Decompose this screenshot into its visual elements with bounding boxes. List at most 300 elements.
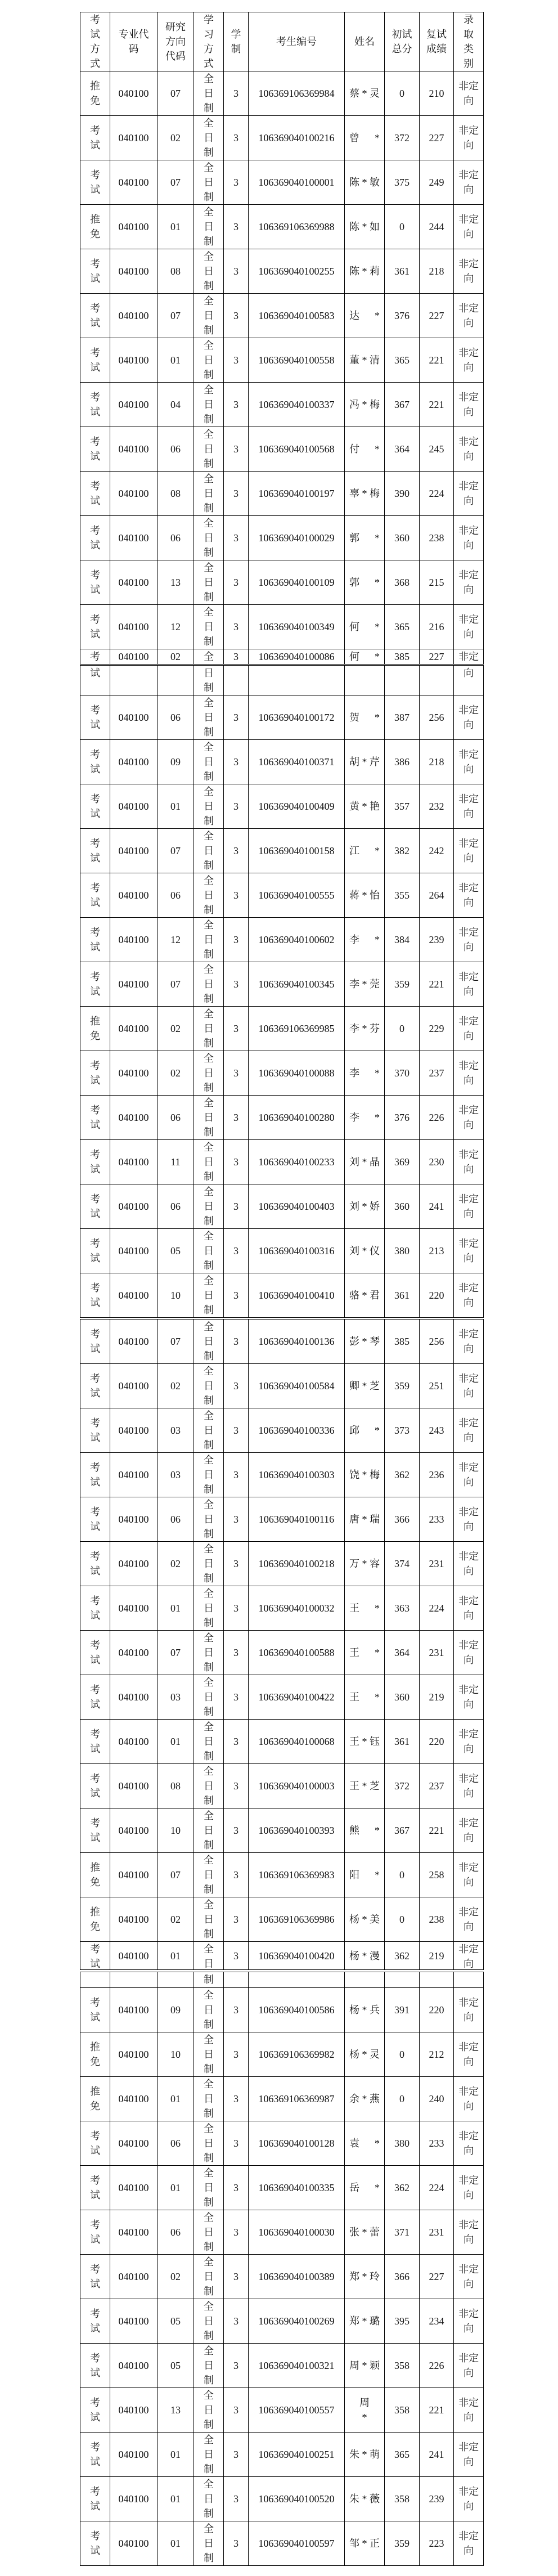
prelim-score-cell [385,1273,420,1318]
name-cell [345,1720,385,1764]
table-row [80,784,484,829]
major-code-cell [110,1720,158,1764]
retest-score-cell [420,1007,454,1051]
major-code-cell [110,2388,158,2433]
retest-score-text: 238 [429,1914,444,1925]
duration-text: 3 [233,1156,238,1168]
direction-code-text: 10 [170,1825,181,1836]
candidate-id-cell [249,1140,345,1184]
exam-mode-text: 考试 [90,2397,100,2423]
exam-mode-text: 考试 [90,303,100,329]
admission-type-cell [454,560,484,605]
direction-code-text: 07 [170,1336,181,1347]
study-mode-cell [194,666,224,695]
name-cell [345,2255,385,2299]
major-code-cell [110,1184,158,1229]
study-mode-cell [194,2032,224,2077]
duration-text: 3 [233,2182,238,2193]
duration-text: 3 [233,354,238,366]
candidate-id-text: 106369040100371 [258,756,335,768]
name-text: 周 * [359,2397,370,2423]
retest-score-text: 241 [429,1201,444,1212]
retest-score-text: 237 [429,1067,444,1079]
duration-text: 3 [233,1201,238,1212]
name-cell [345,1184,385,1229]
name-text: 卿*芝 [349,1380,380,1392]
admission-type-text: 非定向 [458,1417,479,1443]
major-code-text: 040100 [118,1603,149,1614]
admission-type-text: 非定向 [458,125,479,151]
major-code-cell [110,2077,158,2121]
retest-score-text: 220 [429,1736,444,1747]
major-code-cell [110,427,158,472]
duration-cell [224,1273,249,1318]
duration-cell [224,1897,249,1942]
name-cell [345,1140,385,1184]
direction-code-cell [158,1853,194,1897]
retest-score-text: 232 [429,801,444,812]
name-text: 贺 * [349,712,380,723]
exam-mode-cell [80,2210,110,2255]
study-mode-text: 全日制 [204,73,214,114]
exam-mode-text: 考试 [90,1373,100,1399]
study-mode-text: 全日制 [204,1410,214,1451]
name-cell [345,1972,385,1988]
admission-type-text: 非定向 [458,614,479,640]
study-mode-cell [194,1140,224,1184]
major-code-text: 040100 [118,88,149,99]
duration-cell [224,516,249,560]
prelim-score-text: 358 [394,2493,410,2505]
major-code-text: 040100 [118,1736,149,1747]
name-text: 王*芝 [349,1780,380,1792]
admission-type-cell [454,1453,484,1497]
major-code-text: 040100 [118,310,149,321]
admission-type-cell [454,427,484,472]
admission-type-cell [454,1364,484,1408]
duration-text: 3 [233,651,238,662]
admission-type-cell [454,962,484,1007]
major-code-cell [110,2210,158,2255]
admission-type-cell [454,1988,484,2032]
study-mode-text: 全日制 [204,1766,214,1806]
study-mode-cell [194,1229,224,1273]
candidate-id-text: 106369106369986 [258,1914,335,1925]
retest-score-text: 264 [429,890,444,901]
prelim-score-text: 359 [394,2538,410,2549]
admission-type-text: 非定向 [458,2130,479,2156]
major-code-cell [110,1972,158,1988]
exam-mode-cell [80,1972,110,1988]
duration-text: 3 [233,1950,238,1962]
exam-mode-cell [80,1229,110,1273]
candidate-id-cell [249,338,345,383]
cell-clip [194,1972,223,1987]
prelim-score-text: 0 [399,1869,404,1881]
direction-code-cell [158,1051,194,1096]
candidate-id-cell [249,516,345,560]
cell-clip [80,1972,110,1987]
name-text: 冯*梅 [349,399,380,410]
prelim-score-text: 366 [394,2271,410,2282]
name-cell [345,1007,385,1051]
prelim-score-text: 372 [394,132,410,143]
prelim-score-cell [385,2344,420,2388]
candidate-id-cell [249,1720,345,1764]
retest-score-cell [420,1542,454,1586]
direction-code-cell [158,1542,194,1586]
header-label: 复试成绩 [426,29,447,55]
admission-type-cell [454,829,484,873]
table-row [80,1808,484,1853]
name-text: 杨*兵 [349,2004,380,2016]
study-mode-text: 全日制 [204,118,214,158]
candidate-id-text: 106369040100583 [258,310,335,321]
table-row [80,160,484,205]
retest-score-text: 227 [429,651,444,662]
name-cell [345,160,385,205]
duration-cell [224,2521,249,2566]
study-mode-text: 全日制 [204,251,214,291]
admission-type-cell [454,1320,484,1364]
admission-type-text: 非定向 [458,1016,479,1042]
name-cell [345,2299,385,2344]
name-text: 刘*晶 [349,1156,380,1168]
prelim-score-cell [385,427,420,472]
candidate-id-text: 106369040100336 [258,1425,335,1436]
candidate-id-text: 106369106369982 [258,2049,335,2060]
prelim-score-cell [385,338,420,383]
prelim-score-cell [385,1853,420,1897]
duration-text: 3 [233,756,238,768]
duration-text: 3 [233,1514,238,1525]
name-text: 何 * [349,621,380,632]
major-code-text: 040100 [118,488,149,499]
retest-score-cell [420,1942,454,1970]
exam-mode-text: 考试 [90,1105,100,1130]
candidate-id-text: 106369040100349 [258,621,335,632]
study-mode-cell [194,2210,224,2255]
direction-code-cell [158,2521,194,2566]
major-code-text: 040100 [118,1869,149,1881]
major-code-cell [110,1408,158,1453]
direction-code-text: 10 [170,1290,181,1301]
major-code-cell [110,829,158,873]
exam-mode-text: 考试 [90,2442,100,2467]
table-row [80,1542,484,1586]
candidate-id-text: 106369040100602 [258,934,335,945]
prelim-score-text: 376 [394,310,410,321]
retest-score-text: 239 [429,2493,444,2505]
candidate-id-cell [249,1972,345,1988]
major-code-text: 040100 [118,2093,149,2104]
candidate-id-cell [249,1096,345,1140]
retest-score-cell [420,740,454,784]
study-mode-cell [194,1764,224,1808]
major-code-cell [110,1764,158,1808]
name-text: 彭*琴 [349,1336,380,1347]
admission-type-text: 非定向 [458,569,479,595]
exam-mode-cell [80,2121,110,2166]
prelim-score-text: 370 [394,1067,410,1079]
candidate-id-cell [249,1897,345,1942]
prelim-score-text: 360 [394,1691,410,1703]
prelim-score-text: 357 [394,801,410,812]
retest-score-cell [420,427,454,472]
prelim-score-text: 385 [394,651,410,662]
retest-score-text: 221 [429,2404,444,2416]
retest-score-text: 224 [429,2182,444,2193]
exam-mode-text: 考试 [90,392,100,418]
study-mode-text: 全日制 [204,1499,214,1540]
duration-text: 3 [233,1469,238,1480]
exam-mode-text: 考试 [90,971,100,997]
exam-mode-text: 考试 [90,1729,100,1754]
candidate-id-cell [249,918,345,962]
exam-mode-text: 考试 [90,838,100,864]
prelim-score-text: 371 [394,2227,410,2238]
study-mode-text: 全日制 [204,2034,214,2075]
duration-text: 3 [233,845,238,856]
study-mode-cell [194,516,224,560]
exam-mode-text: 考试 [90,1997,100,2023]
retest-score-cell [420,116,454,160]
candidate-id-text: 106369040100136 [258,1336,335,1347]
table-row [80,1140,484,1184]
direction-code-text: 01 [170,1736,181,1747]
admission-type-cell [454,1942,484,1970]
major-code-text: 040100 [118,2271,149,2282]
exam-mode-cell [80,2433,110,2477]
duration-cell [224,1972,249,1988]
candidate-id-cell [249,2032,345,2077]
candidate-id-text: 106369106369984 [258,88,335,99]
direction-code-cell [158,294,194,338]
study-mode-cell [194,1007,224,1051]
direction-code-cell [158,962,194,1007]
prelim-score-cell [385,1497,420,1542]
major-code-cell [110,1808,158,1853]
duration-text: 3 [233,1425,238,1436]
name-cell [345,605,385,649]
candidate-id-text: 106369040100068 [258,1736,335,1747]
duration-cell [224,249,249,294]
name-cell [345,1853,385,1897]
duration-cell [224,338,249,383]
retest-score-text: 221 [429,399,444,410]
candidate-id-cell [249,2388,345,2433]
name-text: 岳 * [349,2182,380,2193]
candidate-id-cell [249,2477,345,2521]
direction-code-cell [158,1453,194,1497]
admission-type-text: 非定向 [458,1282,479,1308]
major-code-cell [110,695,158,740]
prelim-score-text: 395 [394,2315,410,2327]
prelim-score-text: 0 [399,1914,404,1925]
prelim-score-text: 375 [394,177,410,188]
major-code-text: 040100 [118,221,149,232]
study-mode-text: 制 [204,1974,214,1985]
exam-mode-text: 考试 [90,258,100,284]
table-row [80,1897,484,1942]
admission-type-cell [454,116,484,160]
retest-score-cell [420,2344,454,2388]
admission-type-text: 非定向 [458,1729,479,1754]
prelim-score-cell [385,1631,420,1675]
candidate-id-text: 106369040100029 [258,532,335,544]
prelim-score-cell [385,2477,420,2521]
admission-type-cell [454,249,484,294]
major-code-cell [110,294,158,338]
direction-code-text: 07 [170,1647,181,1658]
admission-type-cell [454,918,484,962]
admission-type-text: 非定向 [458,1329,479,1354]
direction-code-text: 08 [170,266,181,277]
exam-mode-text: 考试 [90,1640,100,1666]
direction-code-text: 12 [170,934,181,945]
major-code-text: 040100 [118,443,149,455]
direction-code-cell [158,1140,194,1184]
candidate-id-cell [249,560,345,605]
retest-score-text: 239 [429,934,444,945]
duration-cell [224,1140,249,1184]
major-code-cell [110,1140,158,1184]
prelim-score-cell [385,1453,420,1497]
admission-type-cell [454,1808,484,1853]
cell-clip [194,1942,223,1969]
cell-clip [80,666,110,695]
duration-cell [224,666,249,695]
table-row [80,2032,484,2077]
admission-type-text: 非定向 [458,2353,479,2378]
duration-cell [224,2077,249,2121]
major-code-text: 040100 [118,2227,149,2238]
duration-cell [224,873,249,918]
duration-cell [224,71,249,116]
admission-type-cell [454,1586,484,1631]
candidate-id-text: 106369040100032 [258,1603,335,1614]
direction-code-text: 02 [170,1914,181,1925]
study-mode-text: 全日制 [204,607,214,647]
exam-mode-cell [80,1808,110,1853]
prelim-score-cell [385,1808,420,1853]
table-row [80,2299,484,2344]
candidate-id-cell [249,1051,345,1096]
admission-type-text: 非定向 [458,2264,479,2290]
study-mode-cell [194,1942,224,1970]
header-label: 研究方向代码 [165,21,186,62]
header-label: 专业代码 [118,29,149,55]
candidate-id-text: 106369040100420 [258,1950,335,1962]
major-code-text: 040100 [118,1514,149,1525]
candidate-id-cell [249,784,345,829]
duration-text: 3 [233,577,238,588]
direction-code-text: 09 [170,756,181,768]
duration-text: 3 [233,1825,238,1836]
retest-score-cell [420,2032,454,2077]
direction-code-cell [158,1273,194,1318]
study-mode-cell [194,2299,224,2344]
exam-mode-cell [80,1675,110,1720]
study-mode-cell [194,1720,224,1764]
name-text: 唐*瑞 [349,1514,380,1525]
retest-score-text: 230 [429,1156,444,1168]
prelim-score-text: 355 [394,890,410,901]
retest-score-cell [420,2077,454,2121]
prelim-score-text: 367 [394,399,410,410]
study-mode-text: 全日制 [204,1053,214,1093]
prelim-score-text: 380 [394,2138,410,2149]
retest-score-text: 233 [429,1514,444,1525]
direction-code-cell [158,71,194,116]
duration-text: 3 [233,2315,238,2327]
exam-mode-cell [80,1631,110,1675]
admission-type-text: 非定向 [458,927,479,953]
duration-cell [224,1542,249,1586]
retest-score-cell [420,1051,454,1096]
study-mode-cell [194,962,224,1007]
duration-text: 3 [233,2227,238,2238]
candidate-id-text: 106369040100280 [258,1112,335,1123]
retest-score-text: 227 [429,132,444,143]
major-code-text: 040100 [118,2315,149,2327]
table-row [80,116,484,160]
retest-score-cell [420,1720,454,1764]
retest-score-cell [420,1140,454,1184]
retest-score-cell [420,605,454,649]
major-code-cell [110,605,158,649]
retest-score-cell [420,2121,454,2166]
retest-score-text: 256 [429,1336,444,1347]
candidate-id-text: 106369040100584 [258,1380,335,1392]
name-text: 熊 * [349,1825,380,1836]
retest-score-text: 227 [429,310,444,321]
duration-cell [224,560,249,605]
direction-code-text: 06 [170,2138,181,2149]
table-row [80,2344,484,2388]
admission-type-text: 非定向 [458,2041,479,2067]
major-code-cell [110,1631,158,1675]
study-mode-cell [194,1972,224,1988]
study-mode-cell [194,1497,224,1542]
table-row [80,427,484,472]
exam-mode-text: 考试 [90,1149,100,1175]
name-cell [345,740,385,784]
name-cell [345,516,385,560]
direction-code-cell [158,1942,194,1970]
duration-cell [224,1586,249,1631]
retest-score-text: 231 [429,1558,444,1569]
table-row [80,71,484,116]
study-mode-text: 全日制 [204,2523,214,2564]
major-code-text: 040100 [118,1245,149,1256]
candidate-id-text: 106369106369983 [258,1869,335,1881]
duration-text: 3 [233,1290,238,1301]
study-mode-cell [194,160,224,205]
retest-score-text: 238 [429,532,444,544]
name-text: 何 * [349,651,380,662]
duration-text: 3 [233,266,238,277]
major-code-cell [110,472,158,516]
retest-score-cell [420,1972,454,1988]
admission-type-cell [454,2077,484,2121]
exam-mode-cell [80,1942,110,1970]
retest-score-text: 220 [429,2004,444,2016]
admission-type-cell [454,383,484,427]
candidate-id-cell [249,383,345,427]
table-row [80,1497,484,1542]
name-cell [345,873,385,918]
